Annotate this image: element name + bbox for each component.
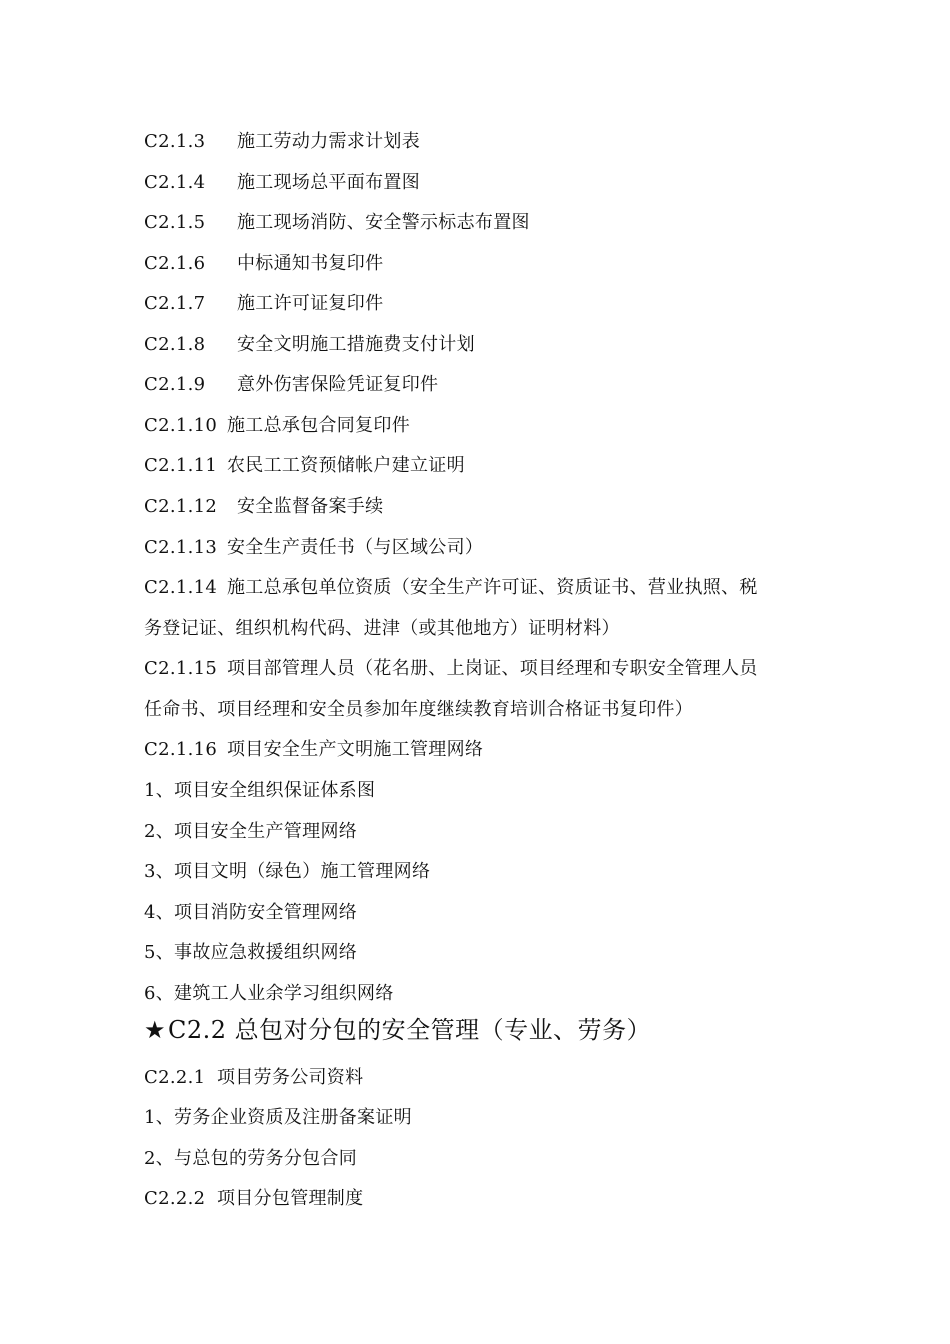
item-code: C2.1.16 [144,739,218,760]
item-code: C2.1.7 [144,293,206,314]
item-text: 中标通知书复印件 [237,253,384,274]
list-item [144,171,822,195]
item-text: 施工总承包单位资质（安全生产许可证、资质证书、营业执照、税 [227,577,758,598]
list-item [144,373,822,397]
item-text: 农民工工资预储帐户建立证明 [227,455,465,476]
item-text: 施工许可证复印件 [237,293,384,314]
list-item [144,252,822,276]
list-item [144,211,822,235]
network-list-item: 5、事故应急救援组织网络 [144,942,358,963]
item-code: C2.1.8 [144,334,206,355]
item-text: 安全生产责任书（与区域公司） [227,537,484,558]
item-text: 项目安全生产文明施工管理网络 [227,739,484,760]
item-code: C2.1.12 [144,496,218,517]
item-code: C2.2.2 [144,1188,206,1209]
network-list-item: 2、项目安全生产管理网络 [144,821,358,842]
item-text: 施工现场总平面布置图 [237,172,420,193]
item-text: 施工总承包合同复印件 [227,415,410,436]
list-item [144,576,822,600]
item-code: C2.1.9 [144,374,206,395]
item-text: 安全文明施工措施费支付计划 [237,334,475,355]
list-item [144,454,822,478]
list-item [144,738,822,762]
list-item [144,130,822,154]
list-item-continuation [144,698,822,722]
item-code: C2.1.4 [144,172,206,193]
list-item [144,657,822,681]
section-heading [144,1015,651,1045]
item-text: 安全监督备案手续 [237,496,384,517]
list-item [144,536,822,560]
item-text: 施工劳动力需求计划表 [237,131,420,152]
item-text: 施工现场消防、安全警示标志布置图 [237,212,530,233]
item-code: C2.1.11 [144,455,218,476]
network-list-item: 1、项目安全组织保证体系图 [144,780,376,801]
item-text-continued: 任命书、项目经理和安全员参加年度继续教育培训合格证书复印件） [144,699,693,720]
list-item: 1、劳务企业资质及注册备案证明 [144,1107,412,1128]
star-icon: ★ [144,1016,167,1044]
section-title: C2.2 总包对分包的安全管理（专业、劳务） [168,1016,652,1044]
network-list-item: 6、建筑工人业余学习组织网络 [144,983,394,1004]
list-item [144,333,822,357]
list-item: 2、与总包的劳务分包合同 [144,1148,358,1169]
list-item [144,1187,822,1211]
item-text: 项目部管理人员（花名册、上岗证、项目经理和专职安全管理人员 [227,658,758,679]
network-list-item: 3、项目文明（绿色）施工管理网络 [144,861,431,882]
item-code: C2.1.3 [144,131,206,152]
item-text: 项目劳务公司资料 [217,1067,364,1088]
item-code: C2.1.14 [144,577,218,598]
list-item [144,1066,822,1090]
item-code: C2.1.15 [144,658,218,679]
list-item [144,414,822,438]
item-code: C2.1.13 [144,537,218,558]
item-text-continued: 务登记证、组织机构代码、进津（或其他地方）证明材料） [144,618,620,639]
list-item [144,292,822,316]
item-text: 意外伤害保险凭证复印件 [237,374,439,395]
list-item-continuation [144,617,822,641]
item-code: C2.2.1 [144,1067,206,1088]
item-code: C2.1.5 [144,212,206,233]
list-item [144,495,822,519]
item-code: C2.1.10 [144,415,218,436]
item-code: C2.1.6 [144,253,206,274]
network-list-item: 4、项目消防安全管理网络 [144,902,358,923]
item-text: 项目分包管理制度 [217,1188,364,1209]
